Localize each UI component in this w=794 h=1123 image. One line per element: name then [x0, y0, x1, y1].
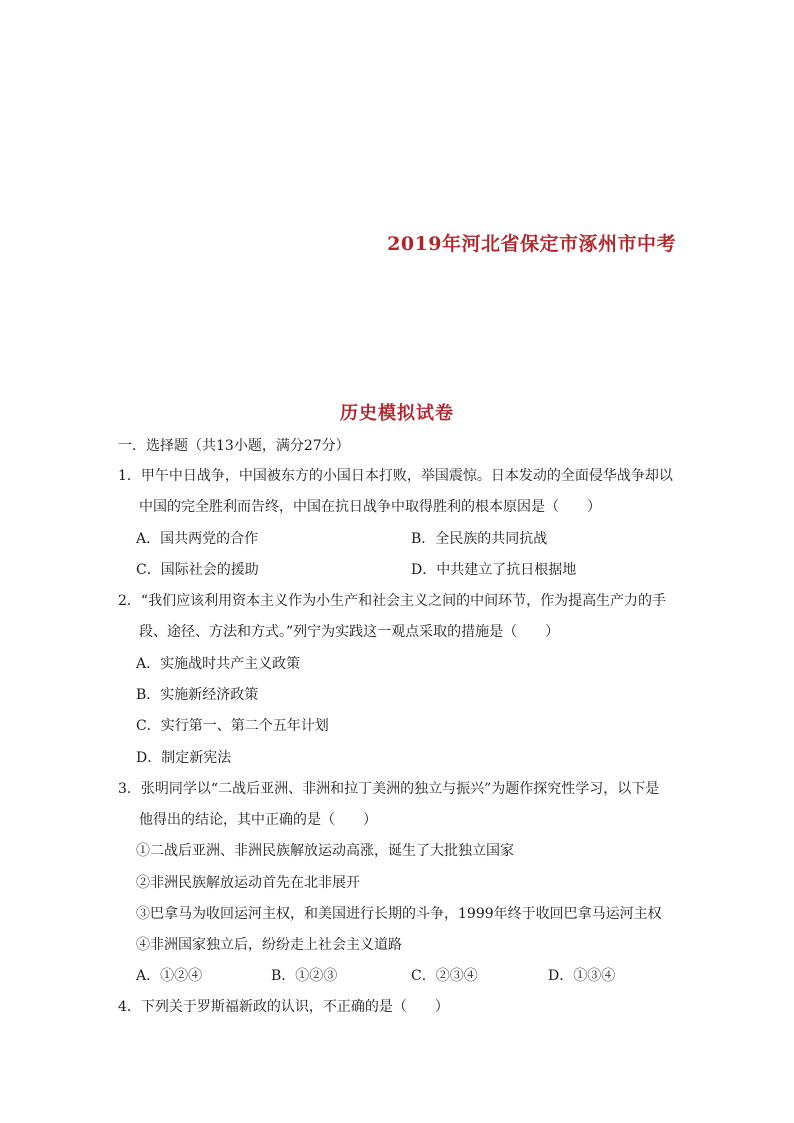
question-3-statement-3: ③巴拿马为收回运河主权，和美国进行长期的斗争，1999年终于收回巴拿马运河主权: [136, 906, 662, 922]
question-3-statement-1: ①二战后亚洲、非洲民族解放运动高涨，诞生了大批独立国家: [136, 843, 514, 859]
question-2-option-d: D．制定新宪法: [136, 750, 232, 766]
question-2-option-c: C．实行第一、第二个五年计划: [136, 718, 329, 734]
question-1-option-a: A．国共两党的合作: [136, 531, 259, 547]
question-2-option-b: B．实施新经济政策: [136, 687, 259, 703]
question-3-statement-4: ④非洲国家独立后，纷纷走上社会主义道路: [136, 937, 402, 953]
question-2-stem-line-1: 2．“我们应该利用资本主义作为小生产和社会主义之间的中间环节，作为提高生产力的手: [118, 593, 667, 609]
question-3-option-b: B．①②③: [271, 968, 338, 984]
question-3-stem-line-2: 他得出的结论，其中正确的是（ ）: [139, 812, 377, 828]
question-1-option-c: C．国际社会的援助: [136, 562, 259, 578]
exam-subtitle: 历史模拟试卷: [340, 403, 454, 424]
question-3-stem-line-1: 3．张明同学以“二战后亚洲、非洲和拉丁美洲的独立与振兴”为题作探究性学习，以下是: [118, 781, 660, 797]
question-1-option-b: B．全民族的共同抗战: [411, 531, 548, 547]
question-3-statement-2: ②非洲民族解放运动首先在北非展开: [136, 875, 360, 891]
question-3-option-c: C．②③④: [411, 968, 478, 984]
question-3-option-a: A．①②④: [136, 968, 203, 984]
question-4-stem-line-1: 4．下列关于罗斯福新政的认识，不正确的是（ ）: [118, 999, 449, 1015]
question-1-stem-line-2: 中国的完全胜利而告终，中国在抗日战争中取得胜利的根本原因是（ ）: [139, 499, 601, 515]
question-2-option-a: A．实施战时共产主义政策: [136, 656, 301, 672]
exam-title: 2019年河北省保定市涿州市中考: [387, 233, 676, 255]
question-3-option-d: D．①③④: [548, 968, 616, 984]
section-heading: 一．选择题（共13小题，满分27分）: [118, 438, 350, 454]
question-1-stem-line-1: 1．甲午中日战争，中国被东方的小国日本打败，举国震惊。日本发动的全面侵华战争却以: [118, 468, 673, 484]
question-1-option-d: D．中共建立了抗日根据地: [411, 562, 577, 578]
question-2-stem-line-2: 段、途径、方法和方式。”列宁为实践这一观点采取的措施是（ ）: [139, 624, 560, 640]
